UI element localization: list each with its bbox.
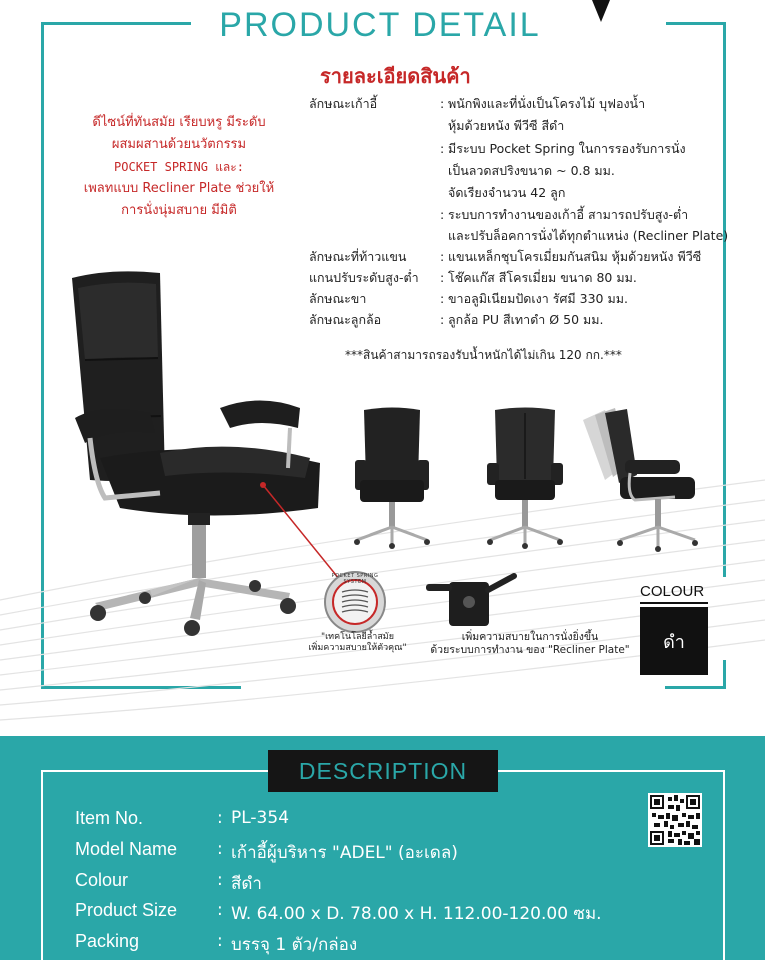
promo-line: ดีไซน์ที่ทันสมัย เรียบหรู มีระดับ — [92, 115, 266, 130]
spec-colon: : — [440, 249, 445, 264]
thai-section-title: รายละเอียดสินค้า — [320, 64, 471, 88]
spec-colon: : — [440, 96, 445, 111]
promo-line: ผสมผสานด้วยนวัตกรรม — [111, 137, 247, 152]
recliner-caption — [420, 631, 640, 657]
spec-value: หุ้มด้วยหนัง พีวีซี สีดำ — [448, 118, 565, 133]
desc-label: Item No. — [75, 808, 144, 828]
spring-caption — [300, 632, 415, 654]
desc-value: W. 64.00 x D. 78.00 x H. 112.00-120.00 ซม. — [231, 904, 602, 924]
desc-colon: : — [217, 808, 223, 828]
spec-label: ลักษณะที่ท้าวแขน — [309, 249, 407, 264]
desc-label: Packing — [75, 931, 140, 951]
spec-value: ขาอลูมิเนียมปัดเงา รัศมี 330 มม. — [448, 291, 628, 306]
chair-front-view-image — [352, 405, 432, 550]
frame-line-top-right — [666, 22, 726, 25]
promo-line: การนั่งนุ่มสบาย มีมิติ — [121, 203, 237, 218]
promo-text — [70, 112, 288, 222]
spec-colon: : — [440, 312, 445, 327]
spec-colon: : — [440, 207, 445, 222]
colour-label: COLOUR — [640, 583, 705, 600]
caption-line: "เทคโนโลยีล้ำสมัย — [320, 632, 395, 642]
decorative-triangle — [592, 0, 610, 22]
desc-value: เก้าอี้ผู้บริหาร "ADEL" (อะเดล) — [231, 843, 458, 863]
desc-colon: : — [217, 900, 223, 920]
recliner-plate-icon — [424, 572, 519, 628]
desc-colon: : — [217, 931, 223, 951]
desc-value: PL-354 — [231, 808, 290, 828]
weight-note: ***สินค้าสามารถรองรับน้ำหนักได้ไม่เกิน 120 กก.*** — [345, 348, 622, 362]
desc-colon: : — [217, 839, 223, 859]
spec-label: ลักษณะเก้าอี้ — [309, 96, 378, 111]
spec-label: ลักษณะลูกล้อ — [309, 312, 382, 327]
spec-value: โช๊คแก๊ส สีโครเมี่ยม ขนาด 80 มม. — [448, 270, 637, 285]
spec-value: ลูกล้อ PU สีเทาดำ Ø 50 มม. — [448, 312, 604, 327]
caption-line: ด้วยระบบการทำงาน ของ "Recliner Plate" — [430, 644, 630, 656]
promo-line: เพลทแบบ Recliner Plate ช่วยให้ — [83, 181, 275, 196]
page-title: PRODUCT DETAIL — [219, 6, 541, 44]
desc-label: Colour — [75, 870, 129, 890]
spec-value: มีระบบ Pocket Spring ในการรองรับการนั่ง — [448, 141, 686, 156]
spec-value: จัดเรียงจำนวน 42 ลูก — [448, 185, 566, 200]
spring-badge-label: POCKET SPRING SYSTEM — [331, 573, 379, 585]
desc-value: สีดำ — [231, 874, 262, 894]
spec-colon: : — [440, 141, 445, 156]
description-title: DESCRIPTION — [268, 750, 498, 792]
colour-swatch: ดำ — [640, 607, 708, 675]
qr-code-icon[interactable] — [648, 793, 702, 847]
desc-label: Product Size — [75, 900, 178, 920]
desc-value: บรรจุ 1 ตัว/กล่อง — [231, 935, 358, 955]
spec-colon: : — [440, 270, 445, 285]
desc-colon: : — [217, 870, 223, 890]
spec-colon: : — [440, 291, 445, 306]
spec-value: แขนเหล็กชุบโครเมี่ยมกันสนิม หุ้มด้วยหนัง พีวีซี — [448, 249, 702, 264]
desc-label: Model Name — [75, 839, 178, 859]
spec-label: แกนปรับระดับสูง-ต่ำ — [309, 270, 419, 285]
caption-line: เพิ่มความสบายในการนั่งยิ่งขึ้น — [461, 631, 599, 643]
spec-value: พนักพิงและที่นั่งเป็นโครงไม้ บุฟองน้ำ — [448, 96, 646, 111]
chair-back-view-image — [485, 405, 565, 550]
caption-line: เพิ่มความสบายให้ตัวคุณ" — [308, 643, 407, 653]
spec-value: เป็นลวดสปริงขนาด ~ 0.8 มม. — [448, 163, 615, 178]
chair-side-recline-view-image — [575, 405, 705, 555]
frame-line-top-left — [41, 22, 191, 25]
spec-value: ระบบการทำงานของเก้าอี้ สามารถปรับสูง-ต่ำ — [448, 207, 689, 222]
promo-line: POCKET SPRING และ: — [114, 160, 244, 174]
colour-underline — [640, 602, 708, 604]
spec-label: ลักษณะขา — [309, 291, 367, 306]
spec-value: และปรับล็อคการนั่งได้ทุกตำแหน่ง (Recliner Plate) — [448, 228, 729, 243]
